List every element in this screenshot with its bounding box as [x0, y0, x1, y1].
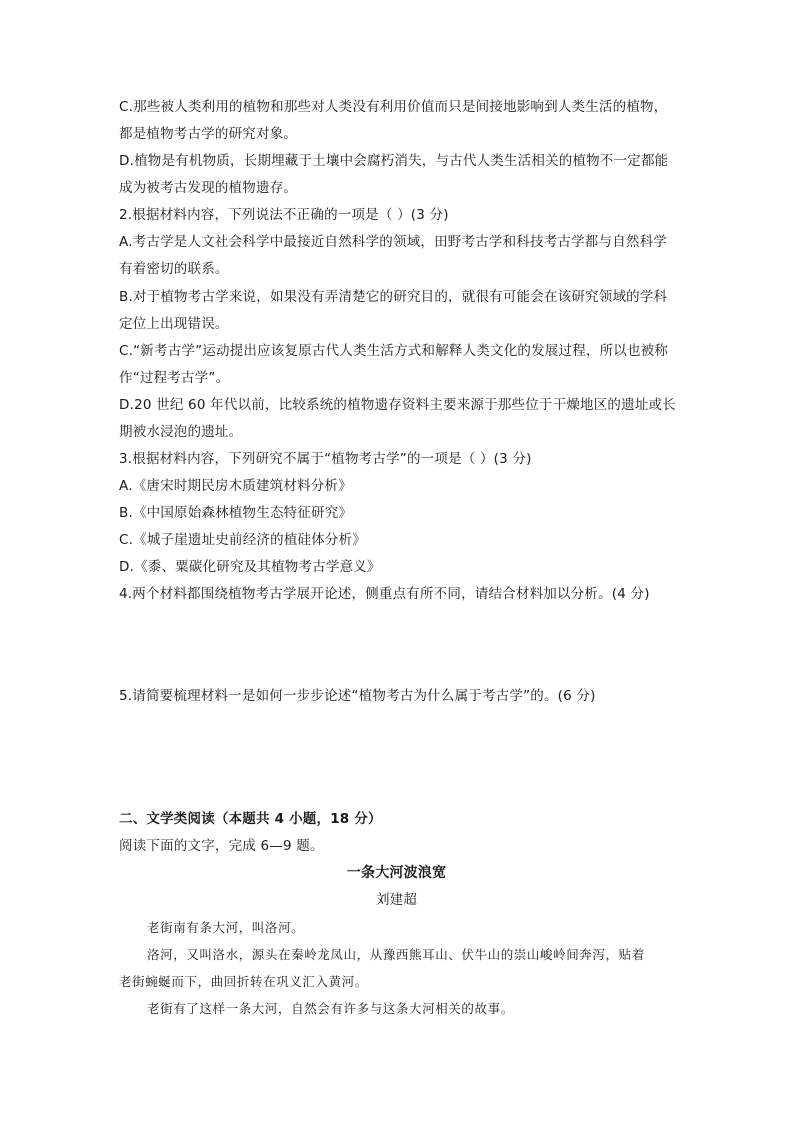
option-3c: C.《城子崖遗址史前经济的植硅体分析》: [119, 532, 367, 548]
story-paragraph-1: 老街南有条大河，叫洛河。: [147, 920, 305, 935]
option-2a-line-2: 有着密切的联系。: [119, 261, 229, 277]
question-2: 2.根据材料内容，下列说法不正确的一项是（ ）(3 分): [119, 207, 449, 223]
story-paragraph-3: 老街有了这样一条大河，自然会有许多与这条大河相关的故事。: [147, 1001, 514, 1016]
question-4: 4.两个材料都围绕植物考古学展开论述，侧重点有所不同，请结合材料加以分析。(4 分): [119, 586, 650, 602]
option-3b: B.《中国原始森林植物生态特征研究》: [119, 505, 353, 521]
option-3a: A.《唐宋时期民房木质建筑材料分析》: [119, 478, 352, 494]
option-3d: D.《黍、粟碳化研究及其植物考古学意义》: [119, 559, 381, 575]
option-1d-line-2: 成为被考古发现的植物遗存。: [119, 180, 298, 196]
question-5: 5.请简要梳理材料一是如何一步步论述“植物考古为什么属于考古学”的。(6 分): [119, 688, 596, 704]
option-2a-line-1: A.考古学是人文社会科学中最接近自然科学的领域，田野考古学和科技考古学都与自然科学: [119, 234, 667, 250]
story-title: 一条大河波浪宽: [346, 865, 447, 881]
story-paragraph-2-line-1: 洛河，又叫洛水，源头在秦岭龙凤山，从豫西熊耳山、伏牛山的崇山峻岭间奔泻，贴着: [147, 947, 645, 962]
story-author: 刘建超: [375, 892, 418, 908]
option-1c-line-2: 都是植物考古学的研究对象。: [119, 126, 298, 142]
option-2c-line-1: C.“新考古学”运动提出应该复原古代人类生活方式和解释人类文化的发展过程，所以也被称: [119, 343, 669, 359]
section-2-heading: 二、文学类阅读（本题共 4 小题，18 分）: [119, 811, 382, 827]
option-2b-line-2: 定位上出现错误。: [119, 316, 229, 332]
option-2b-line-1: B.对于植物考古学来说，如果没有弄清楚它的研究目的，就很有可能会在该研究领域的学科: [119, 289, 668, 305]
option-2d-line-2: 期被水浸泡的遗址。: [119, 424, 243, 440]
option-2c-line-2: 作“过程考古学”。: [119, 370, 230, 386]
option-2d-line-1: D.20 世纪 60 年代以前，比较系统的植物遗存资料主要来源于那些位于干燥地区的遗址或长: [119, 397, 676, 413]
question-3: 3.根据材料内容，下列研究不属于“植物考古学”的一项是（ ）(3 分): [119, 451, 532, 467]
story-paragraph-2-line-2: 老街蜿蜒而下，曲回折转在巩义汇入黄河。: [119, 974, 368, 989]
reading-instruction: 阅读下面的文字，完成 6—9 题。: [119, 838, 324, 854]
option-1c-line-1: C.那些被人类利用的植物和那些对人类没有利用价值而只是间接地影响到人类生活的植物，: [119, 99, 668, 115]
option-1d-line-1: D.植物是有机物质，长期埋藏于土壤中会腐朽消失，与古代人类生活相关的植物不一定都能: [119, 153, 669, 169]
